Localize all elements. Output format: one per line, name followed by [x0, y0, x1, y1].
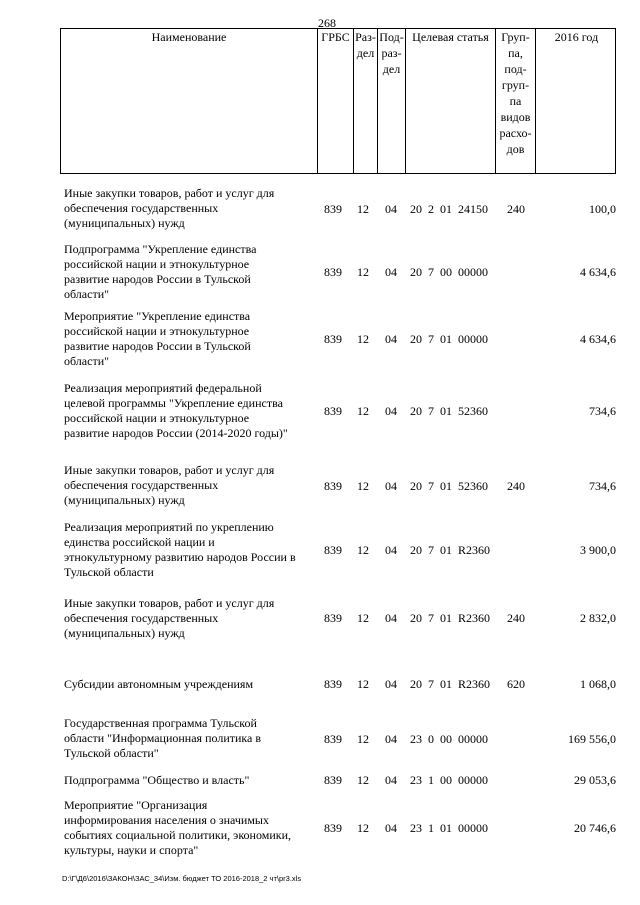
- row-name-text: Мероприятие "Организация информирования населения о значимых событиях социальной политики, экономики, культуры, науки и спорта": [64, 798, 292, 857]
- row-group: 240: [507, 611, 525, 625]
- row-name: [64, 463, 316, 508]
- row-name: [64, 309, 316, 369]
- row-sum: 1 068,0: [580, 677, 616, 691]
- header-year-label: 2016 год: [554, 30, 599, 44]
- row-name-text: Субсидии автономным учреждениям: [64, 677, 254, 691]
- row-name-text: Подпрограмма "Укрепление единства российской нации и этнокультурное развитие народов России в Тульской области": [64, 242, 257, 301]
- row-grbs: 839: [324, 543, 342, 557]
- row-sum: 169 556,0: [568, 732, 616, 746]
- row-grbs: 839: [324, 732, 342, 746]
- row-sum: 4 634,6: [580, 332, 616, 346]
- row-sum: 3 900,0: [580, 543, 616, 557]
- row-target: 20 7 00 00000: [410, 265, 488, 279]
- row-grbs: 839: [324, 265, 342, 279]
- header-group-label: Груп- па, под- груп- па видов расхо- дов: [499, 30, 532, 156]
- row-razdel: 12: [357, 332, 369, 346]
- row-name: [64, 677, 316, 692]
- row-podrazdel: 04: [385, 611, 397, 625]
- row-grbs: 839: [324, 332, 342, 346]
- row-sum: 4 634,6: [580, 265, 616, 279]
- row-group: 240: [507, 202, 525, 216]
- row-name: [64, 596, 316, 641]
- row-target: 20 2 01 24150: [410, 202, 488, 216]
- row-razdel: 12: [357, 202, 369, 216]
- header-grbs-label: ГРБС: [321, 30, 350, 44]
- row-razdel: 12: [357, 821, 369, 835]
- page-number: 268: [318, 16, 336, 30]
- row-name: [64, 186, 316, 231]
- header-podrazdel-label: Под- раз- дел: [379, 30, 404, 76]
- row-name-text: Подпрограмма "Общество и власть": [64, 773, 250, 787]
- row-razdel: 12: [357, 265, 369, 279]
- row-razdel: 12: [357, 611, 369, 625]
- row-name-text: Иные закупки товаров, работ и услуг для обеспечения государственных (муниципальных) нужд: [64, 596, 275, 640]
- row-grbs: 839: [324, 773, 342, 787]
- header-name: [61, 29, 317, 173]
- row-name-text: Реализация мероприятий по укреплению единства российской нации и этнокультурному развитию народов России в Тульской области: [64, 520, 296, 579]
- file-path-footer: D:\Г\Д6\2016\ЗАКОН\ЗАС_34\Изм. бюджет ТО 2016-2018_2 чт\pr3.xls: [62, 874, 302, 883]
- row-podrazdel: 04: [385, 732, 397, 746]
- row-podrazdel: 04: [385, 404, 397, 418]
- row-razdel: 12: [357, 543, 369, 557]
- row-grbs: 839: [324, 677, 342, 691]
- header-razdel-label: Раз- дел: [355, 30, 376, 60]
- row-name: [64, 798, 316, 858]
- row-target: 20 7 01 52360: [410, 404, 488, 418]
- row-sum: 2 832,0: [580, 611, 616, 625]
- row-razdel: 12: [357, 479, 369, 493]
- row-name: [64, 520, 316, 580]
- row-grbs: 839: [324, 611, 342, 625]
- row-grbs: 839: [324, 404, 342, 418]
- row-name: [64, 773, 316, 788]
- row-group: 620: [507, 677, 525, 691]
- row-razdel: 12: [357, 732, 369, 746]
- row-target: 20 7 01 00000: [410, 332, 488, 346]
- row-razdel: 12: [357, 404, 369, 418]
- row-name: [64, 381, 316, 441]
- row-name: [64, 242, 316, 302]
- row-razdel: 12: [357, 677, 369, 691]
- header-target-label: Целевая статья: [412, 30, 489, 44]
- header-razdel: [353, 29, 377, 173]
- row-podrazdel: 04: [385, 265, 397, 279]
- row-target: 20 7 01 R2360: [410, 611, 491, 625]
- header-grbs: [317, 29, 353, 173]
- row-target: 23 1 00 00000: [410, 773, 488, 787]
- row-target: 20 7 01 52360: [410, 479, 488, 493]
- row-podrazdel: 04: [385, 543, 397, 557]
- row-name-text: Реализация мероприятий федеральной целевой программы "Укрепление единства российской нации и этнокультурное развитие народов России (2014-2020 годы)": [64, 381, 288, 440]
- row-name-text: Иные закупки товаров, работ и услуг для обеспечения государственных (муниципальных) нужд: [64, 463, 275, 507]
- header-year: [535, 29, 617, 173]
- row-name-text: Государственная программа Тульской области "Информационная политика в Тульской области": [64, 716, 262, 760]
- row-podrazdel: 04: [385, 479, 397, 493]
- row-name: [64, 716, 316, 761]
- header-podrazdel: [377, 29, 405, 173]
- row-grbs: 839: [324, 479, 342, 493]
- row-grbs: 839: [324, 821, 342, 835]
- row-sum: 20 746,6: [574, 821, 616, 835]
- row-target: 20 7 01 R2360: [410, 677, 491, 691]
- row-podrazdel: 04: [385, 677, 397, 691]
- header-group: [495, 29, 535, 173]
- row-sum: 29 053,6: [574, 773, 616, 787]
- row-podrazdel: 04: [385, 202, 397, 216]
- row-sum: 734,6: [589, 404, 616, 418]
- row-podrazdel: 04: [385, 821, 397, 835]
- row-sum: 100,0: [589, 202, 616, 216]
- row-podrazdel: 04: [385, 332, 397, 346]
- row-target: 20 7 01 R2360: [410, 543, 491, 557]
- row-target: 23 0 00 00000: [410, 732, 488, 746]
- table-header: [60, 28, 616, 174]
- row-grbs: 839: [324, 202, 342, 216]
- row-group: 240: [507, 479, 525, 493]
- row-sum: 734,6: [589, 479, 616, 493]
- row-podrazdel: 04: [385, 773, 397, 787]
- row-name-text: Иные закупки товаров, работ и услуг для обеспечения государственных (муниципальных) нужд: [64, 186, 275, 230]
- header-name-label: Наименование: [151, 30, 227, 44]
- row-razdel: 12: [357, 773, 369, 787]
- header-target: [405, 29, 495, 173]
- row-name-text: Мероприятие "Укрепление единства российской нации и этнокультурное развитие народов России в Тульской области": [64, 309, 251, 368]
- row-target: 23 1 01 00000: [410, 821, 488, 835]
